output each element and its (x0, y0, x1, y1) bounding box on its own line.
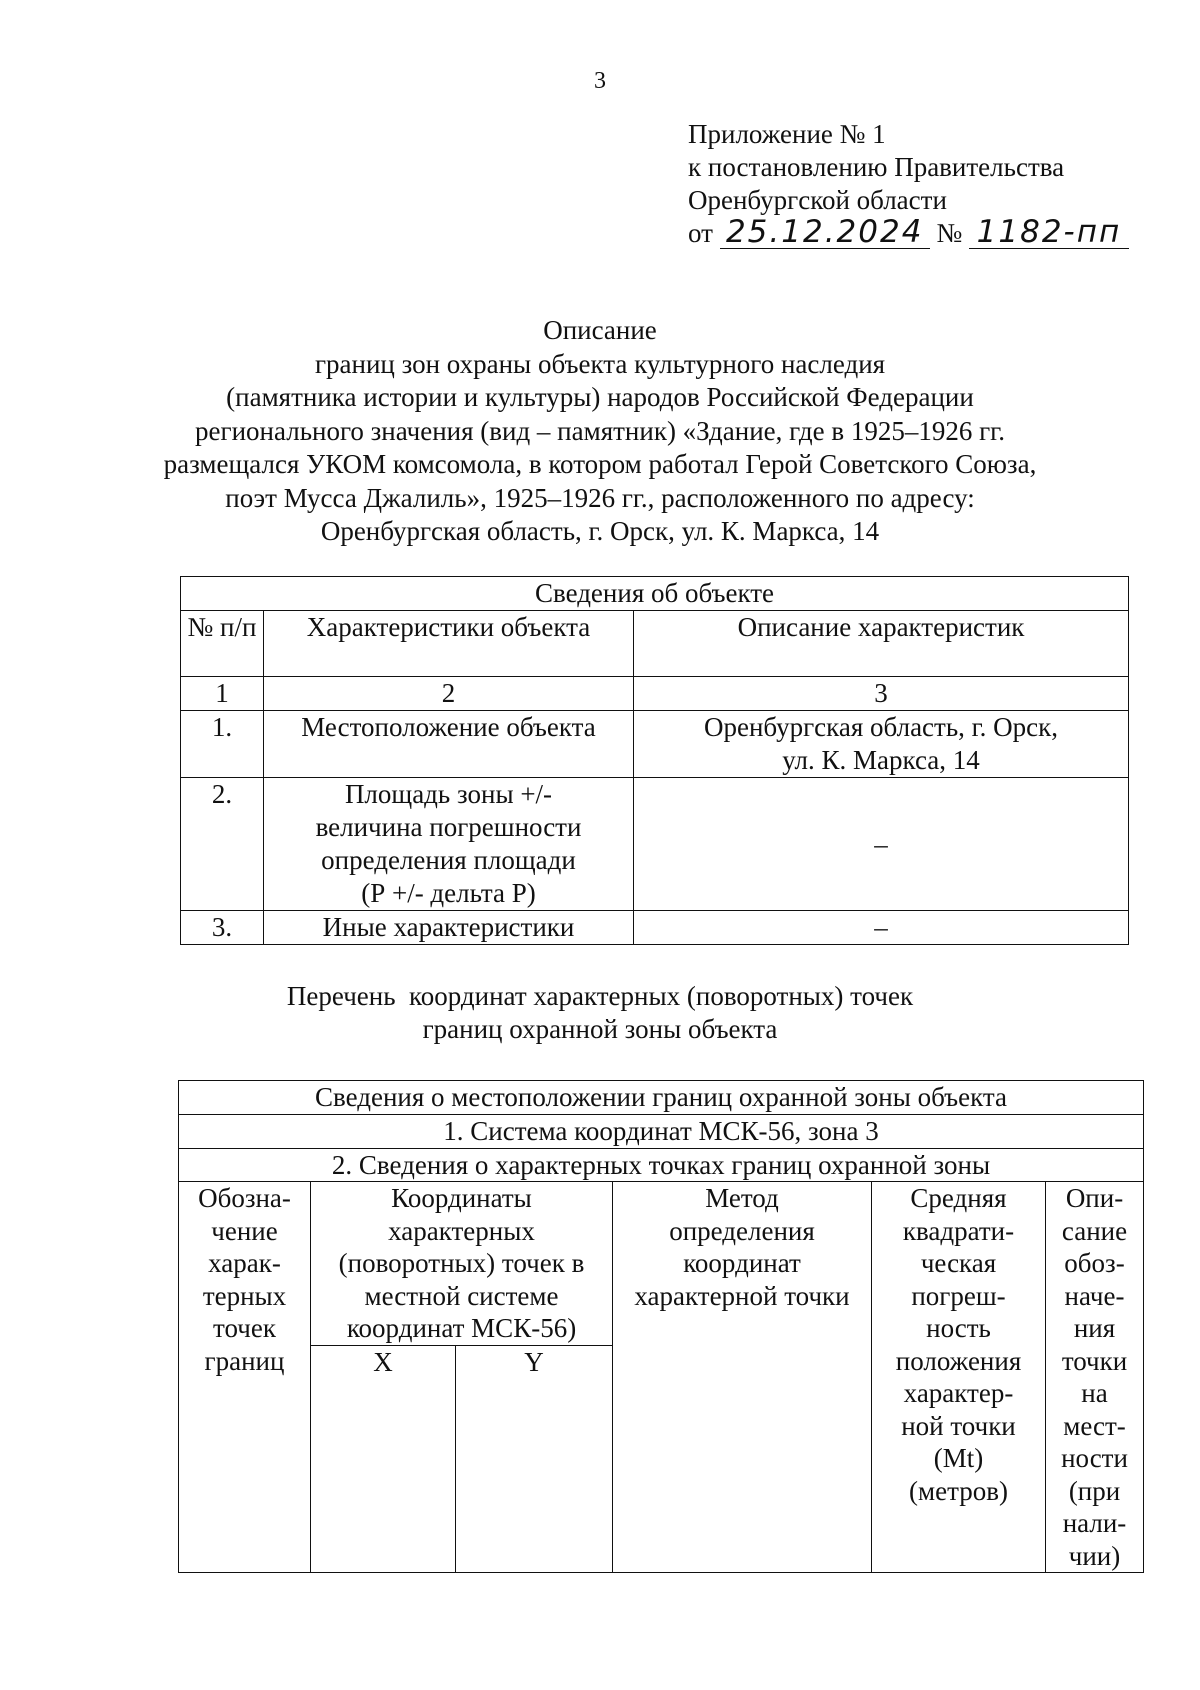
appendix-line: Приложение № 1 (688, 119, 886, 149)
page-number: 3 (594, 68, 606, 94)
row-description: Оренбургская область, г. Орск, ул. К. Маркса, 14 (634, 711, 1129, 778)
handwritten-date: 25.12.2024 (725, 214, 924, 250)
row-description: – (634, 778, 1129, 911)
appendix-line: Оренбургской области (688, 185, 947, 215)
points-caption: 2. Сведения о характерных точках границ охранной зоны (179, 1148, 1144, 1182)
title-line: Описание (543, 315, 657, 345)
number-label: № (936, 218, 963, 248)
object-info-table (180, 576, 1129, 945)
header-number: № п/п (181, 611, 264, 677)
header-error: Средняя квадрати- ческая погреш- ность положения характер- ной точки (Mt) (метров) (872, 1182, 1046, 1573)
appendix-line: к постановлению Правительства (688, 152, 1065, 182)
row-number: 1. (181, 711, 264, 778)
coordinate-system: 1. Система координат МСК-56, зона 3 (179, 1115, 1144, 1149)
column-number: 2 (264, 677, 634, 711)
coords-table-caption: Сведения о местоположении границ охранной зоны объекта (179, 1081, 1144, 1115)
header-coordinates: Координаты характерных (поворотных) точек в местной системе координат МСК-56) (311, 1182, 613, 1346)
header-description: Описание характеристик (634, 611, 1129, 677)
appendix-date-number-line (688, 214, 1129, 250)
object-table-caption: Сведения об объекте (181, 577, 1129, 611)
table-row (181, 911, 1129, 945)
document-title (100, 314, 1100, 549)
title-line: Оренбургская область, г. Орск, ул. К. Маркса, 14 (320, 516, 880, 546)
header-point-description: Опи- сание обоз- наче- ния точки на мест- ности (при нали- чии) (1046, 1182, 1144, 1573)
handwritten-number: 1182-пп (976, 214, 1122, 250)
title-line: (памятника истории и культуры) народов Российской Федерации (226, 382, 974, 412)
header-x: X (311, 1345, 456, 1572)
title-line: размещался УКОМ комсомола, в котором работал Герой Советского Союза, (163, 449, 1037, 479)
row-characteristic: Местоположение объекта (264, 711, 634, 778)
coordinates-list-title (100, 980, 1100, 1046)
row-description: – (634, 911, 1129, 945)
list-title-line: Перечень координат характерных (поворотных) точек (286, 981, 914, 1011)
column-number: 1 (181, 677, 264, 711)
number-field (969, 214, 1129, 250)
list-title-line: границ охранной зоны объекта (422, 1014, 778, 1044)
row-number: 2. (181, 778, 264, 911)
header-method: Метод определения координат характерной точки (613, 1182, 872, 1573)
coordinates-table (178, 1080, 1144, 1573)
title-line: регионального значения (вид – памятник) «Здание, где в 1925–1926 гг. (195, 415, 1005, 446)
date-field (720, 214, 930, 250)
table-row (181, 778, 1129, 911)
header-characteristic: Характеристики объекта (264, 611, 634, 677)
from-label: от (688, 218, 713, 248)
column-number: 3 (634, 677, 1129, 711)
header-designation: Обозна- чение харак- терных точек границ (179, 1182, 311, 1573)
table-row (181, 711, 1129, 778)
title-line: границ зон охраны объекта культурного наследия (314, 348, 886, 379)
row-number: 3. (181, 911, 264, 945)
row-characteristic: Иные характеристики (264, 911, 634, 945)
appendix-header (688, 118, 1129, 250)
title-line: поэт Мусса Джалиль», 1925–1926 гг., расположенного по адресу: (225, 482, 975, 513)
header-y: Y (456, 1345, 613, 1572)
row-characteristic: Площадь зоны +/- величина погрешности определения площади (Р +/- дельта Р) (264, 778, 634, 911)
